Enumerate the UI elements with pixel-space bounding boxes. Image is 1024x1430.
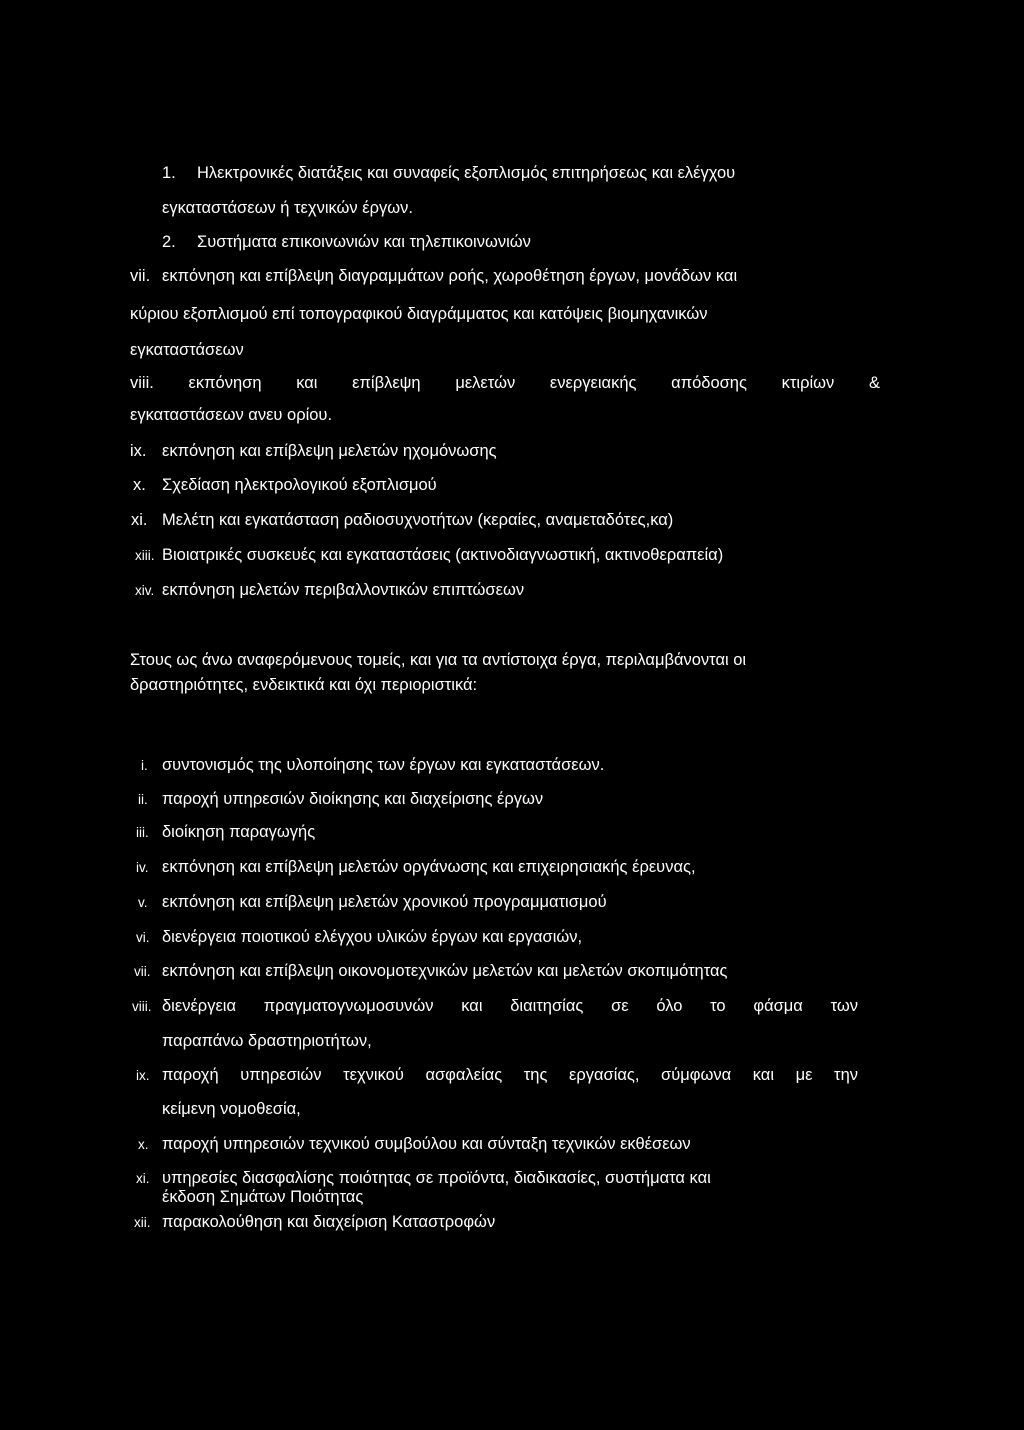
- list-item-text: κείμενη νομοθεσία,: [162, 1100, 301, 1118]
- list-item-text: παροχή υπηρεσιών τεχνικού συμβούλου και σύνταξη τεχνικών εκθέσεων: [162, 1135, 691, 1153]
- list-number: xiii.: [135, 548, 155, 563]
- list-item-text: υπηρεσίες διασφαλίσης ποιότητας σε προϊόντα, διαδικασίες, συστήματα και: [162, 1169, 711, 1187]
- list-number: i.: [141, 758, 148, 773]
- list-number: xi.: [136, 1171, 150, 1186]
- list-item-text: viii. εκπόνηση και επίβλεψη μελετών ενεργειακής απόδοσης κτιρίων &: [130, 374, 880, 392]
- list-item-text: εκπόνηση μελετών περιβαλλοντικών επιπτώσεων: [162, 581, 525, 599]
- list-item-text: έκδοση Σημάτων Ποιότητας: [162, 1188, 364, 1206]
- list-item-text: παραπάνω δραστηριοτήτων,: [162, 1032, 372, 1050]
- list-item-text: εγκαταστάσεων: [130, 341, 244, 359]
- list-number: xi.: [131, 511, 148, 529]
- list-item-text: διενέργεια ποιοτικού ελέγχου υλικών έργων και εργασιών,: [162, 928, 583, 946]
- list-item-text: διοίκηση παραγωγής: [162, 823, 316, 841]
- list-number: v.: [138, 895, 148, 910]
- list-number: xii.: [134, 1215, 151, 1230]
- list-number: 2.: [162, 233, 176, 251]
- list-item-text: συντονισμός της υλοποίησης των έργων και εγκαταστάσεων.: [162, 756, 605, 774]
- list-number: x.: [133, 476, 146, 494]
- list-item-text: Βιοιατρικές συσκευές και εγκαταστάσεις (ακτινοδιαγνωστική, ακτινοθεραπεία): [162, 546, 724, 564]
- list-number: x.: [138, 1137, 149, 1152]
- list-item-text: εκπόνηση και επίβλεψη οικονομοτεχνικών μελετών και μελετών σκοπιμότητας: [162, 962, 728, 980]
- list-item-text: Σχεδίαση ηλεκτρολογικού εξοπλισμού: [162, 476, 437, 494]
- list-number: vi.: [136, 930, 150, 945]
- list-number: ii.: [138, 792, 148, 807]
- list-item-text: εκπόνηση και επίβλεψη μελετών χρονικού προγραμματισμού: [162, 893, 607, 911]
- list-number: ix.: [136, 1068, 150, 1083]
- list-item-text: παρακολούθηση και διαχείριση Καταστροφών: [162, 1213, 496, 1231]
- list-number: vii.: [130, 267, 151, 285]
- list-item-text: Ηλεκτρονικές διατάξεις και συναφείς εξοπλισμός επιτηρήσεως και ελέγχου: [197, 164, 736, 182]
- list-item-text: Συστήματα επικοινωνιών και τηλεπικοινωνιών: [197, 233, 531, 251]
- list-number: vii.: [134, 964, 151, 979]
- list-item-text: εγκαταστάσεων ανευ ορίου.: [130, 406, 333, 424]
- list-number: viii.: [132, 999, 152, 1014]
- list-item-text: εκπόνηση και επίβλεψη μελετών οργάνωσης και επιχειρησιακής έρευνας,: [162, 858, 696, 876]
- list-item-text: εγκαταστάσεων ή τεχνικών έργων.: [162, 199, 413, 217]
- list-item-text: διενέργεια πραγματογνωμοσυνών και διαιτησίας σε όλο το φάσμα των: [162, 997, 858, 1015]
- list-item-text: εκπόνηση και επίβλεψη διαγραμμάτων ροής, χωροθέτηση έργων, μονάδων και: [162, 267, 738, 285]
- list-number: iii.: [136, 825, 149, 840]
- list-item-text: Μελέτη και εγκατάσταση ραδιοσυχνοτήτων (κεραίες, αναμεταδότες,κα): [162, 511, 674, 529]
- list-item-text: εκπόνηση και επίβλεψη μελετών ηχομόνωσης: [162, 442, 497, 460]
- list-number: xiv.: [135, 583, 155, 598]
- list-item-text: παροχή υπηρεσιών τεχνικού ασφαλείας της εργασίας, σύμφωνα και με την: [162, 1066, 858, 1084]
- list-number: 1.: [162, 164, 176, 182]
- intro-paragraph-line: δραστηριότητες, ενδεικτικά και όχι περιοριστικά:: [130, 676, 478, 694]
- list-number: iv.: [136, 860, 149, 875]
- list-item-text: παροχή υπηρεσιών διοίκησης και διαχείρισης έργων: [162, 790, 544, 808]
- intro-paragraph-line: Στους ως άνω αναφερόμενους τομείς, και για τα αντίστοιχα έργα, περιλαμβάνονται οι: [130, 651, 747, 669]
- list-number: ix.: [130, 442, 147, 460]
- list-item-text: κύριου εξοπλισμού επί τοπογραφικού διαγράμματος και κατόψεις βιομηχανικών: [130, 305, 708, 323]
